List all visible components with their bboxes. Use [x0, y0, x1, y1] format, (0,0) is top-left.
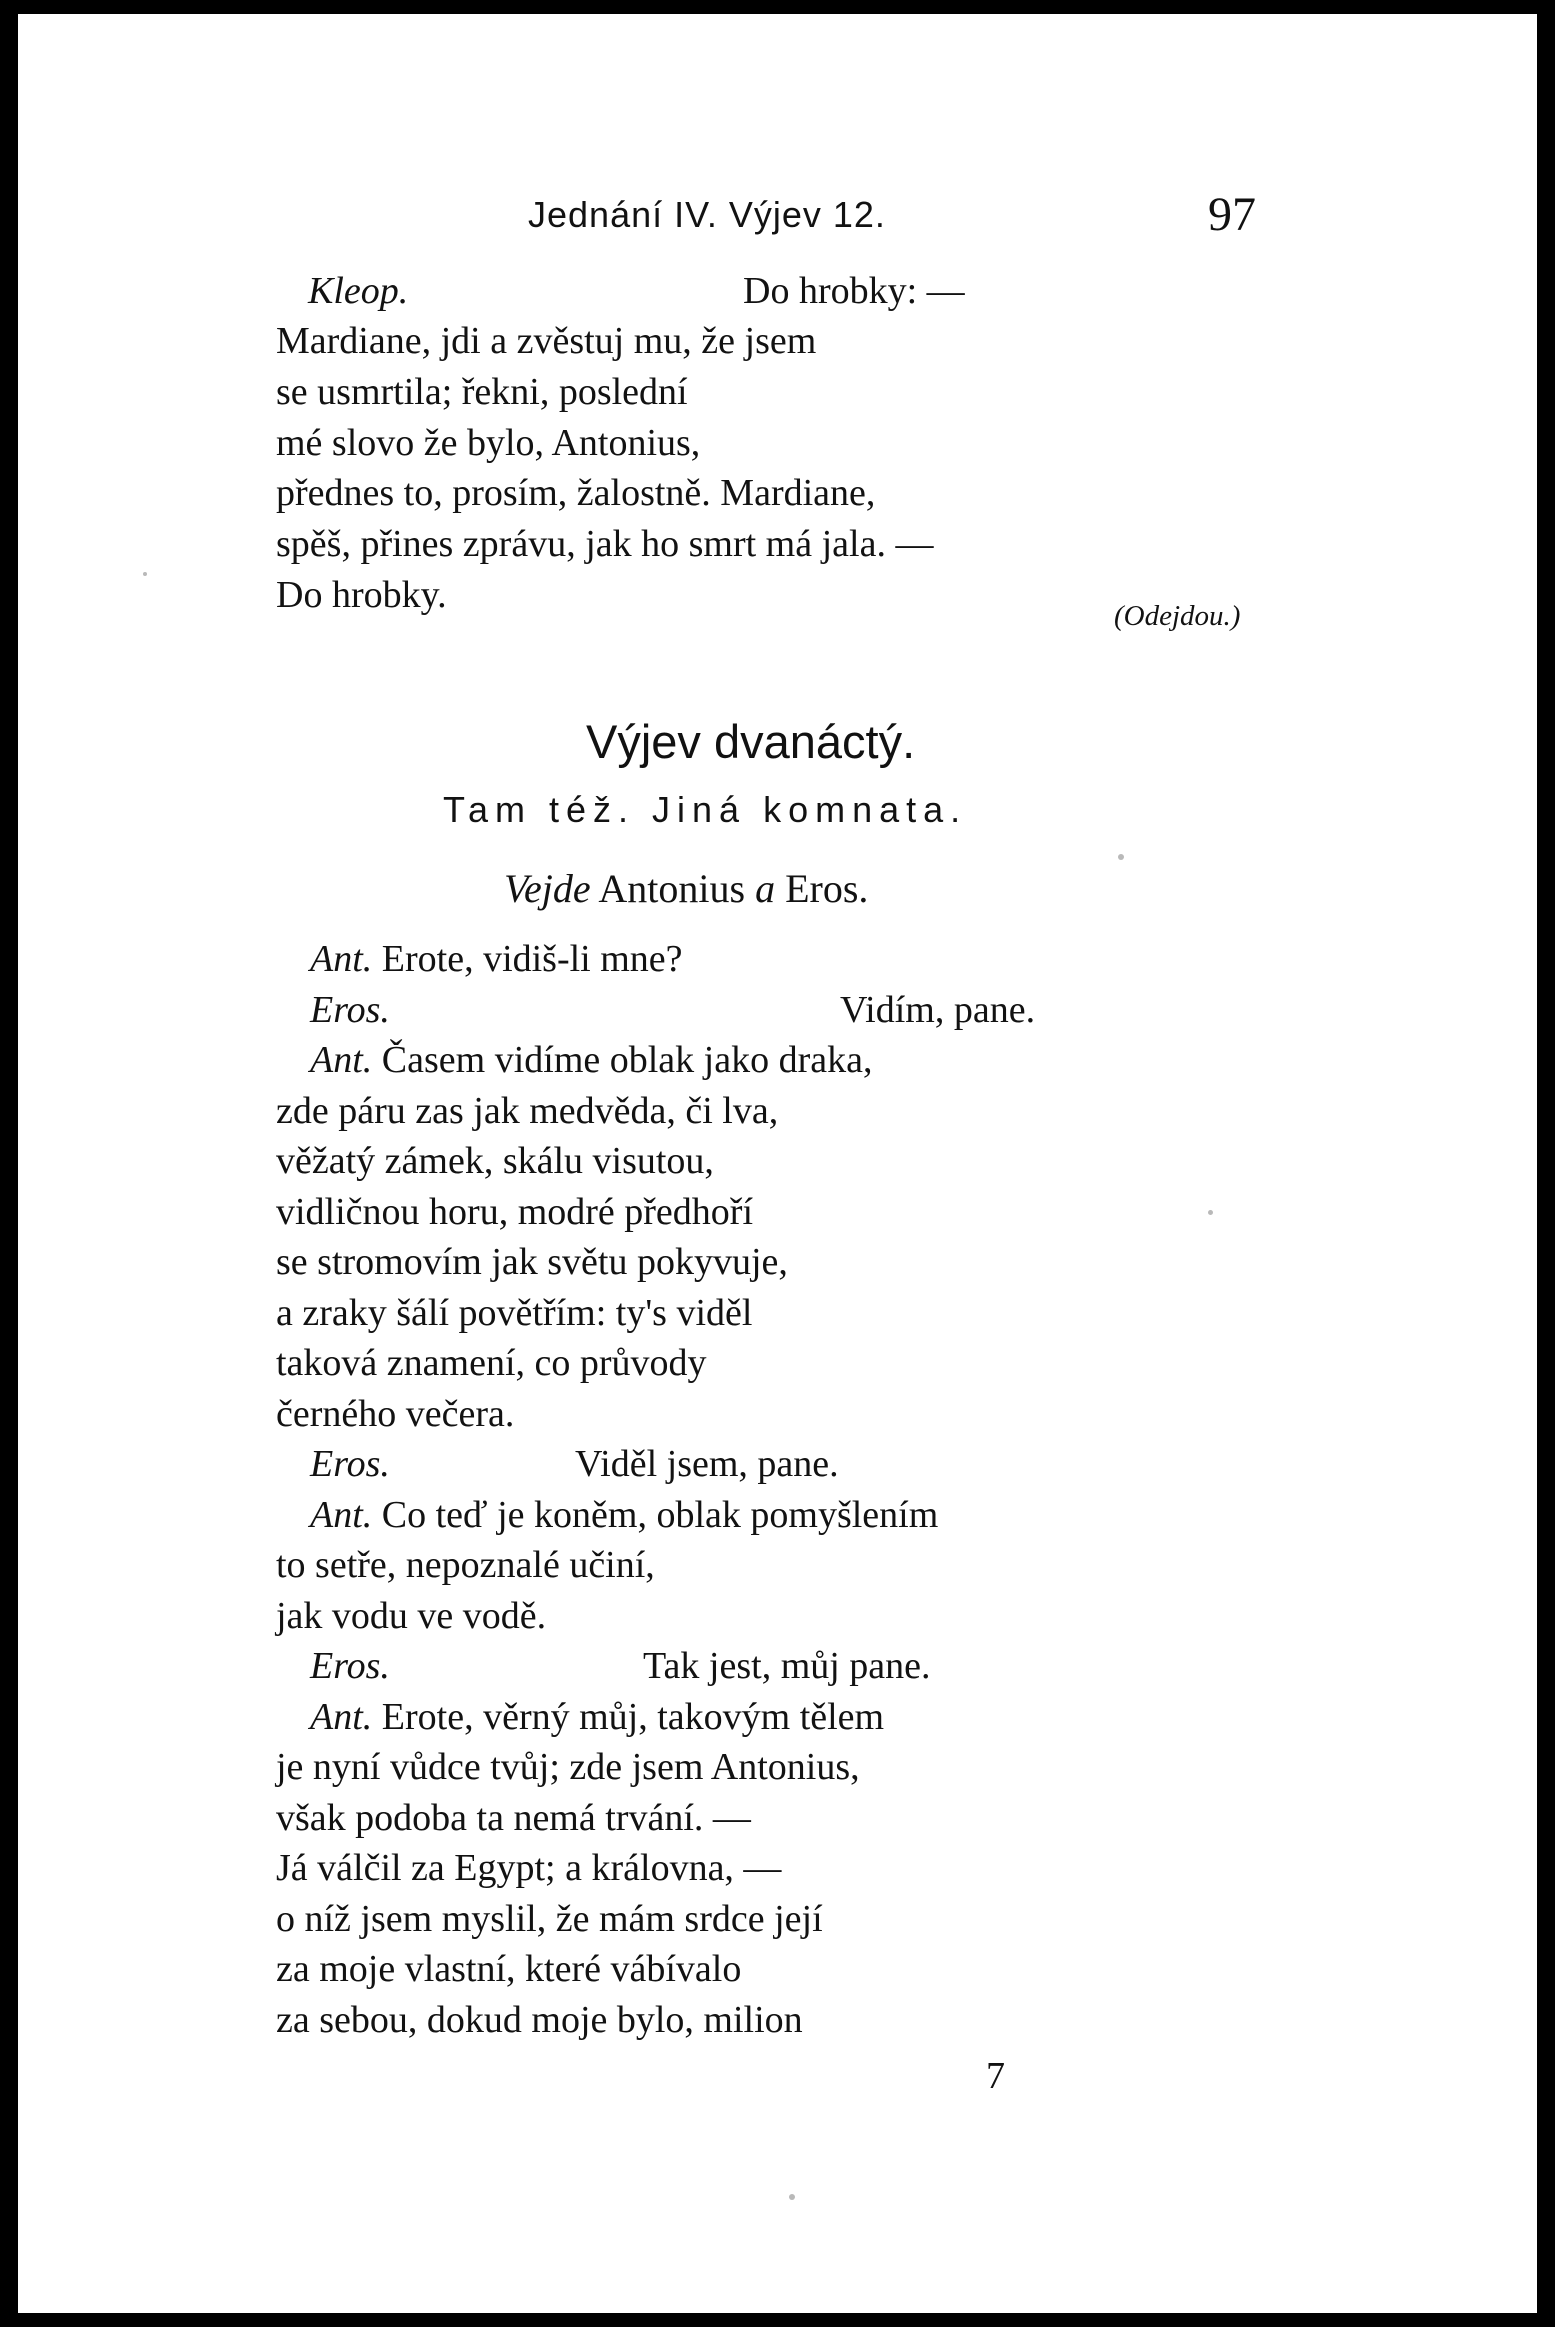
stage-direction-verb: Vejde — [504, 866, 591, 911]
scan-speck — [143, 572, 147, 576]
dialogue-line: a zraky šálí povětřím: ty's viděl — [276, 1292, 753, 1334]
verse-line — [308, 269, 965, 313]
dialogue-line — [310, 937, 683, 981]
scene-title: Výjev dvanáctý. — [586, 715, 916, 768]
verse-text: Do hrobky: — — [743, 270, 965, 312]
verse-line: Mardiane, jdi a zvěstuj mu, že jsem — [276, 320, 817, 362]
verse-line: přednes to, prosím, žalostně. Mardiane, — [276, 472, 876, 514]
verse-text: Tak jest, můj pane. — [643, 1645, 931, 1687]
dialogue-line: černého večera. — [276, 1393, 515, 1435]
verse-text: Co teď je koněm, oblak pomyšlením — [381, 1494, 939, 1536]
speaker-name: Ant. — [310, 1494, 373, 1536]
verse-line: mé slovo že bylo, Antonius, — [276, 422, 701, 464]
scan-speck — [789, 2194, 795, 2200]
dialogue-line: za moje vlastní, které vábívalo — [276, 1948, 742, 1990]
dialogue-line: však podoba ta nemá trvání. — — [276, 1797, 751, 1839]
running-head: Jednání IV. Výjev 12. — [528, 194, 886, 235]
verse-text: Časem vidíme oblak jako draka, — [381, 1039, 873, 1081]
dialogue-line — [310, 1038, 872, 1082]
dialogue-line — [310, 1644, 931, 1688]
verse-text: Vidím, pane. — [840, 989, 1036, 1031]
dialogue-line: jak vodu ve vodě. — [276, 1595, 547, 1637]
verse-line: Do hrobky. — [276, 574, 447, 616]
dialogue-line: Já válčil za Egypt; a královna, — — [276, 1847, 782, 1889]
speaker-name: Ant. — [310, 1696, 373, 1738]
dialogue-line: se stromovím jak světu pokyvuje, — [276, 1241, 788, 1283]
speaker-name: Ant. — [310, 1039, 373, 1081]
dialogue-line: vidličnou horu, modré předhoří — [276, 1191, 754, 1233]
speaker-name: Eros. — [310, 1443, 390, 1485]
dialogue-line — [310, 1493, 938, 1537]
dialogue-line — [310, 1695, 884, 1739]
verse-text: Erote, věrný můj, takovým tělem — [381, 1696, 885, 1738]
dialogue-line: věžatý zámek, skálu visutou, — [276, 1140, 714, 1182]
character-name: Eros. — [785, 866, 869, 911]
stage-direction-entry — [504, 865, 868, 912]
dialogue-line — [310, 988, 1036, 1032]
character-name: Antonius — [598, 866, 746, 911]
dialogue-line — [310, 1442, 839, 1486]
stage-direction-exit: (Odejdou.) — [1114, 600, 1241, 632]
speaker-name: Eros. — [310, 989, 390, 1031]
speaker-name: Kleop. — [308, 270, 409, 312]
dialogue-line: za sebou, dokud moje bylo, milion — [276, 1999, 803, 2041]
dialogue-line: o níž jsem myslil, že mám srdce její — [276, 1898, 823, 1940]
dialogue-line: je nyní vůdce tvůj; zde jsem Antonius, — [276, 1746, 860, 1788]
stage-direction-conjunction: a — [755, 866, 776, 911]
dialogue-line: taková znamení, co průvody — [276, 1342, 707, 1384]
scan-speck — [1118, 854, 1124, 860]
speaker-name: Eros. — [310, 1645, 390, 1687]
dialogue-line: zde páru zas jak medvěda, či lva, — [276, 1090, 779, 1132]
verse-line: se usmrtila; řekni, poslední — [276, 371, 688, 413]
verse-text: Viděl jsem, pane. — [575, 1443, 839, 1485]
book-page — [18, 14, 1537, 2313]
dialogue-line: to setře, nepoznalé učiní, — [276, 1544, 655, 1586]
scan-speck — [1208, 1210, 1213, 1215]
speaker-name: Ant. — [310, 938, 373, 980]
page-number: 97 — [1208, 188, 1256, 241]
verse-text: Erote, vidiš-li mne? — [381, 938, 683, 980]
scene-setting: Tam též. Jiná komnata. — [443, 789, 968, 830]
signature-mark: 7 — [986, 2055, 1005, 2097]
verse-line: spěš, přines zprávu, jak ho smrt má jala. — — [276, 523, 934, 565]
